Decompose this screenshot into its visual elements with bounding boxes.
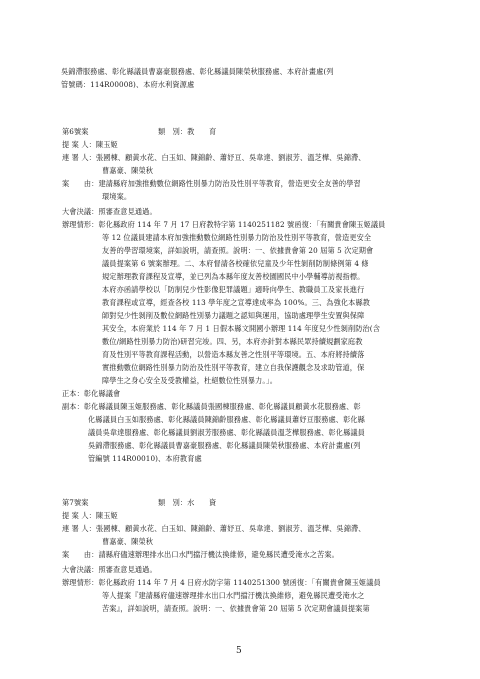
case6-handling-11: 育及性別平等教育課程活動，以營造本縣友善之性別平等環境。五、本府將持續落 [102, 350, 365, 359]
page-number: 5 [236, 646, 242, 656]
case7-proposer: 提 案 人：陳玉姬 [62, 511, 118, 520]
case6-cosigners-1: 連 署 人：張國棟、顧黃水花、白玉如、陳錦齡、蕭妤亘、吳韋達、劉淑芳、溫芝樺、吳錦滯、 [62, 153, 366, 162]
case7-subject: 案 由：請縣府儘速辦理排水出口水門擋汙機汰換維修，避免縣民遭受淹水之苦案。 [62, 550, 339, 559]
case6-handling-2: 等 12 位議員建請本府加強推動數位網路性別暴力防治及性別平等教育，營造更安全 [102, 233, 372, 242]
case6-handling-6: 本府亦函請學校以「防制兒少性影像犯罪議題」適時向學生、教職員工及家長進行 [102, 285, 365, 294]
case6-handling-13: 障學生之身心安全及受教權益，杜絕數位性別暴力。」。 [102, 376, 277, 385]
case6-proposer: 提 案 人：陳玉姬 [62, 140, 118, 149]
case7-cosigners-1: 連 署 人：張國棟、顧黃水花、白玉如、陳錦齡、蕭妤亘、吳韋達、劉淑芳、溫芝樺、吳錦滯、 [62, 524, 366, 533]
case7-cosigners-2: 曹嘉豪、陳榮秋 [102, 537, 154, 546]
case6-resolution: 大會決議：照審查意見通過。 [62, 207, 157, 216]
case6-copies-4: 吳錦滯服務處、彰化縣議員曹嘉豪服務處、彰化縣議員陳榮秋服務處、本府計畫處(列 [88, 441, 361, 450]
case7-resolution: 大會決議：照審查意見通過。 [62, 565, 157, 574]
case6-subject-1: 案 由：建請縣府加強推動數位網路性別暴力防治及性別平等教育，營造更安全友善的學習 [62, 179, 361, 188]
case6-copies-3: 議員吳韋達服務處、彰化縣議員劉淑芳服務處、彰化縣議員溫芝樺服務處、彰化縣議員 [88, 428, 365, 437]
case6-copies-5: 管編號 114R00010)、本府教育處 [88, 454, 202, 463]
case6-master-copy: 正本：彰化縣議會 [62, 389, 121, 398]
case6-copies-2: 化縣議員白玉如服務處、彰化縣議員陳錦齡服務處、彰化縣議員蕭妤亘服務處、彰化縣 [88, 415, 365, 424]
case6-handling-3: 友善的學習環境案，詳如說明，請查照。說明：一、依據貴會第 20 屆第 5 次定期會 [102, 246, 374, 255]
case6-handling-4: 議員提案第 6 號案辦理。二、本府督請各校確依兒童及少年性剝削防制條例第 4 條 [102, 259, 369, 268]
case6-cosigners-2: 曹嘉豪、陳榮秋 [102, 166, 154, 175]
case6-handling-8: 師對兒少性剝削及數位網路性別暴力議題之認知與運用，協助處理學生安置與保障 [102, 311, 365, 320]
case6-handling-9: 其安全，本府業於 114 年 7 月 1 日假本縣文開國小辦理 114 年度兒少性剝削防治(含 [102, 324, 380, 333]
case6-handling-1: 辦理情形：彰化縣政府 114 年 7 月 17 日府教特字第 1140251182 號函復：「有關貴會陳玉姬議員 [62, 220, 386, 229]
case6-handling-12: 實推動數位網路性別暴力防治及性別平等教育，建立自我保護觀念及求助管道，保 [102, 363, 365, 372]
case6-handling-10: 數位/網路性別暴力防治)研習完竣。四、另，本府亦針對本縣民眾持續規劃家庭教 [102, 337, 363, 346]
case6-category: 類 別：教 育 [158, 127, 217, 136]
case6-number: 第6號案 [62, 127, 89, 136]
case6-handling-5: 規定辦理教育課程及宣導，並已列為本縣年度友善校園國民中小學輔導訪視指標。 [102, 272, 365, 281]
case6-handling-7: 教育課程或宣導，經查各校 113 學年度之宣導達成率為 100%。三、為強化本縣教 [102, 298, 371, 307]
continuation-line-1: 吳錦滯服務處、彰化縣議員曹嘉豪服務處、彰化縣議員陳榮秋服務處、本府計畫處(列 [61, 67, 334, 76]
case7-category: 類 別：水 資 [158, 498, 217, 507]
case7-number: 第7號案 [62, 498, 89, 507]
case6-copies-1: 副本：彰化縣議員陳玉姬服務處、彰化縣議員張國棟服務處、彰化縣議員顧黃水花服務處、彰 [62, 402, 361, 411]
continuation-line-2: 管號碼：114R00008)、本府水利資源處 [61, 80, 195, 89]
case7-handling-3: 苦案』，詳如說明，請查照。說明：一、依據貴會第 20 屆第 5 次定期會議員提案第 [102, 604, 370, 613]
case6-subject-2: 環境案。 [102, 192, 132, 201]
case7-handling-1: 辦理情形：彰化縣政府 114 年 7 月 4 日府水防字第 1140251300 號函復：「有關貴會陳玉姬議員 [62, 578, 381, 587]
case7-handling-2: 等人提案『建請縣府儘速辦理排水出口水門擋汙機汰換維修，避免縣民遭受淹水之 [102, 591, 365, 600]
